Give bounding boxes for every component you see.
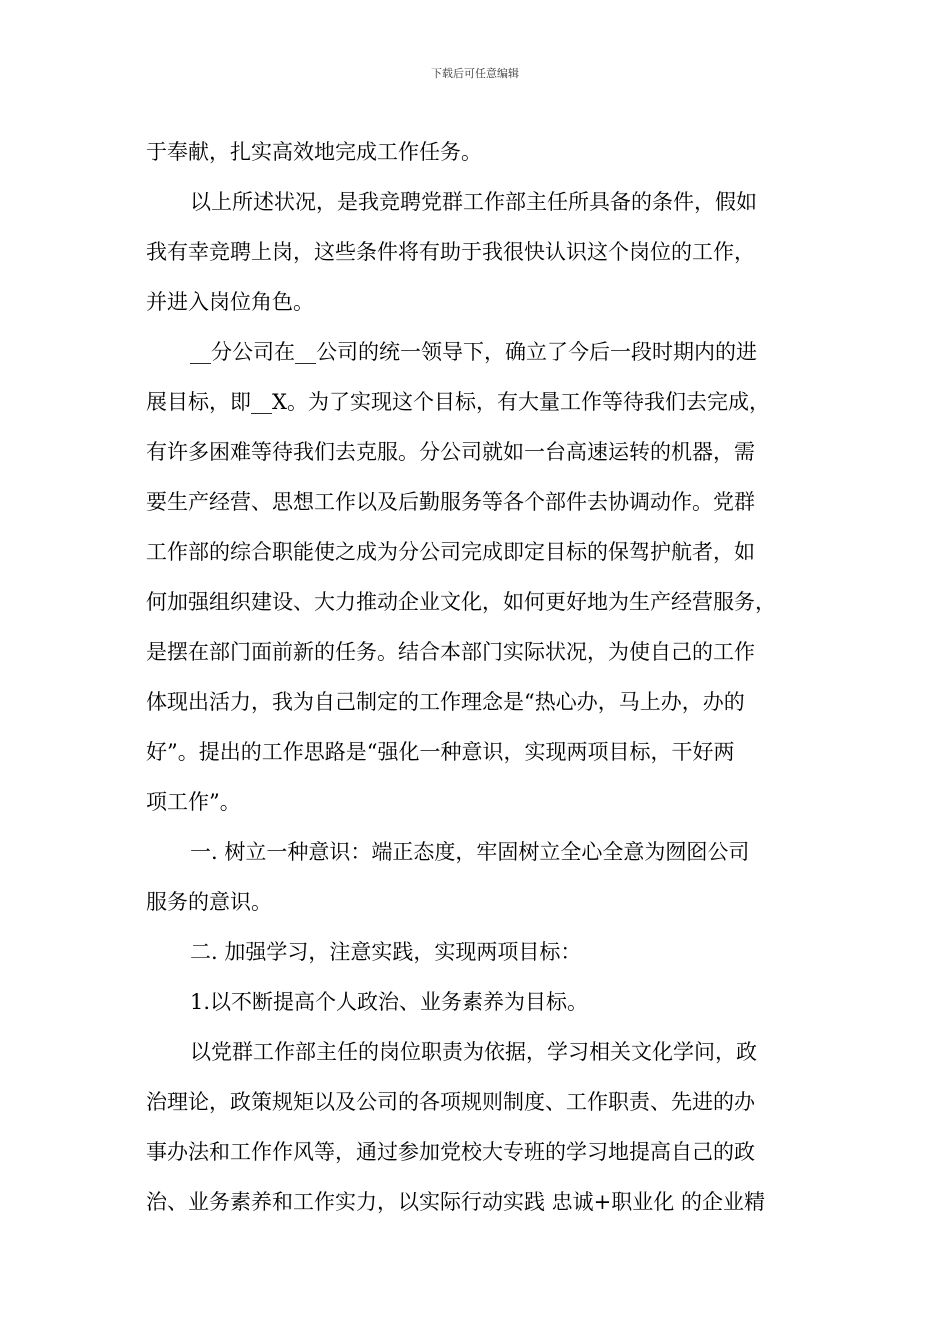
text-line: 展目标，即__X。为了实现这个目标，有大量工作等待我们去完成，	[146, 390, 770, 414]
text-line: 并进入岗位角色。	[146, 290, 314, 314]
text-line: 要生产经营、思想工作以及后勤服务等各个部件去协调动作。党群	[146, 490, 755, 514]
text-line: 事办法和工作作风等，通过参加党校大专班的学习地提高自己的政	[146, 1140, 755, 1164]
text-line: 何加强组织建设、大力推动企业文化，如何更好地为生产经营服务，	[146, 590, 776, 614]
page-header: 下载后可任意编辑	[431, 67, 519, 80]
text-line: 项工作”。	[146, 790, 241, 814]
text-line: 治、业务素养和工作实力，以实际行动实践 忠诚+职业化 的企业精	[146, 1190, 765, 1214]
text-line: 于奉献，扎实高效地完成工作任务。	[146, 140, 482, 164]
text-line: 我有幸竞聘上岗，这些条件将有助于我很快认识这个岗位的工作，	[146, 240, 755, 264]
text-line: 一. 树立一种意识：端正态度，牢固树立全心全意为囫囵公司	[190, 840, 750, 864]
text-line: 1.以不断提高个人政治、业务素养为目标。	[190, 990, 589, 1014]
text-line: 有许多困难等待我们去克服。分公司就如一台高速运转的机器，需	[146, 440, 755, 464]
document-body	[146, 127, 806, 1227]
text-line: 二. 加强学习，注意实践，实现两项目标：	[190, 940, 582, 964]
text-line: 治理论，政策规矩以及公司的各项规则制度、工作职责、先进的办	[146, 1090, 755, 1114]
text-line: 体现出活力，我为自己制定的工作理念是“热心办，马上办，办的	[146, 690, 745, 714]
text-line: 好”。提出的工作思路是“强化一种意识，实现两项目标，干好两	[146, 740, 735, 764]
text-line: 工作部的综合职能使之成为分公司完成即定目标的保驾护航者，如	[146, 540, 755, 564]
text-line: __分公司在__公司的统一领导下，确立了今后一段时期内的进	[190, 340, 757, 364]
text-line: 以上所述状况，是我竞聘党群工作部主任所具备的条件，假如	[190, 190, 757, 214]
text-line: 是摆在部门面前新的任务。结合本部门实际状况，为使自己的工作	[146, 640, 755, 664]
text-line: 以党群工作部主任的岗位职责为依据，学习相关文化学问，政	[190, 1040, 757, 1064]
text-line: 服务的意识。	[146, 890, 272, 914]
